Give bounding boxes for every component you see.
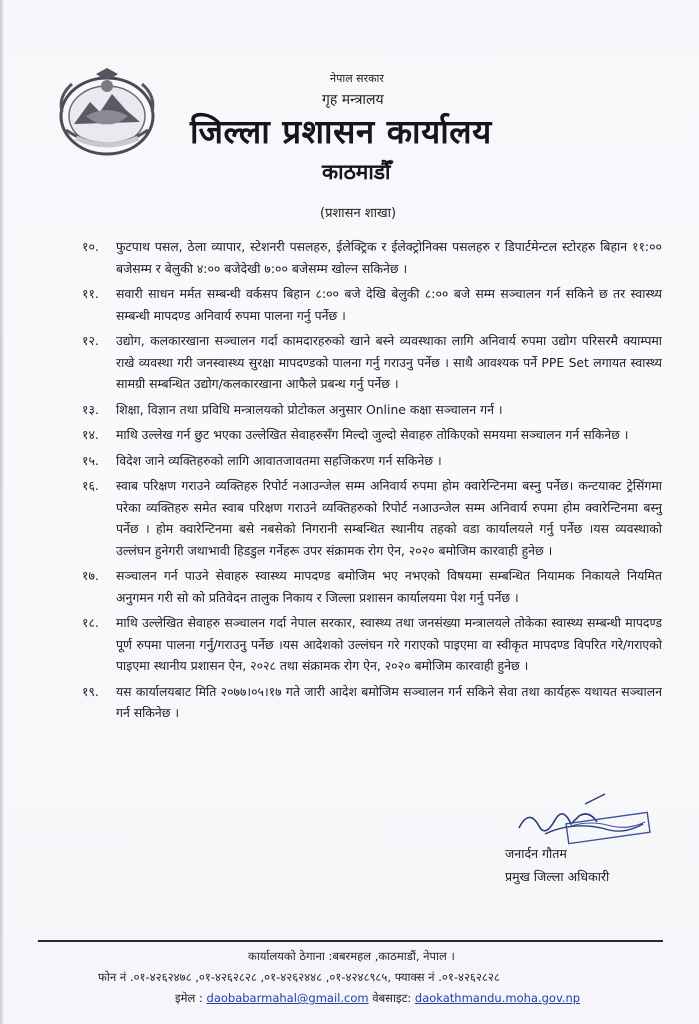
item-text: सञ्चालन गर्न पाउने सेवाहरु स्वास्थ्य मापदण्ड बमोजिम भए नभएको विषयमा सम्बन्धित नियामक निकायले नियमित अनुगमन गरी सो को प्रतिवेदन तालुक निकाय र जिल्ला प्रशासन कार्यालयमा पेश गर्नु पर्नेछ । [116,568,662,605]
directive-item [82,399,662,421]
item-number: १२. [82,333,99,348]
directive-item [82,330,662,395]
directive-item [82,612,662,677]
item-number: १९. [82,683,99,699]
item-text: विदेश जाने व्यक्तिहरुको लागि आवातजावतमा सहजिकरण गर्न सकिनेछ । [116,452,442,468]
item-text: फुटपाथ पसल, ठेला व्यापार, स्टेशनरी पसलहरु, ईलेक्ट्रिक र ईलेक्ट्रोनिक्स पसलहरु र डिपार्टमेन्टल स्टोरहरु बिहान ११:०० बजेसम्म र बेलुकी ४:०० बजेदेखी ७:०० बजेसम्म खोल्न सकिनेछ । [116,239,662,276]
item-number: ११. [82,286,99,301]
item-text: यस कार्यालयबाट मिति २०७७।०५।१७ गते जारी आदेश बमोजिम सञ्चालन गर्न सकिने सेवा तथा कार्यहरू यथायत सञ्चालन गर्न सकिनेछ । [116,683,662,720]
signatory-title: प्रमुख जिल्ला अधिकारी [505,869,610,884]
website-link[interactable]: daokathmandu.moha.gov.np [414,991,581,1005]
item-number: १७. [82,568,99,583]
directive-item [82,283,662,326]
footer-address: कार्यालयको ठेगाना :बबरमहल ,काठमाडौं, नेपाल । [248,949,455,963]
government-label: नेपाल सरकार [330,72,384,85]
directive-item [82,565,662,608]
item-text: सवारी साधन मर्मत सम्बन्धी वर्कसप बिहान ८:०० बजे देखि बेलुकी ८:०० बजे सम्म सञ्चालन गर्न सकिने छ तर स्वास्थ्य सम्बन्धी मापदण्ड अनिवार्य रुपमा पालना गर्नु पर्नेछ । [116,286,662,323]
footer-divider [38,940,663,942]
item-number: १६. [82,478,99,493]
item-number: १३. [82,401,99,417]
item-text: उद्योग, कलकारखाना सञ्चालन गर्दा कामदारहरुको खाने बस्ने व्यवस्थाका लागि अनिवार्य रुपमा उद्योग परिसरमै क्याम्पमा राखे व्यवस्था गरी जनस्वास्थ्य सुरक्षा मापदण्डको पालना गर्नु गराउनु पर्नेछ । साथै आवश्यक पर्ने PPE Set लगायत स्वास्थ्य सामग्री सम्बन्धित उद्योग/कलकारखाना आफैले प्रबन्ध गर्नु पर्नेछ । [116,333,662,391]
directive-item [82,681,662,724]
directive-item [82,475,662,561]
ministry-label: गृह मन्त्रालय [322,92,384,108]
item-text: माथि उल्लेख गर्न छुट भएका उल्लेखित सेवाहरुसँग मिल्दो जुल्दो सेवाहरु तोकिएको समयमा सञ्चालन गर्न सकिनेछ । [116,427,629,442]
office-title: जिल्ला प्रशासन कार्यालय [190,112,492,151]
signatory-name: जनार्दन गौतम [505,846,567,861]
page-edge-shadow [0,0,4,1024]
email-label: इमेल : [175,991,203,1005]
item-number: १८. [82,615,99,630]
item-number: १०. [82,239,99,254]
directive-item [82,424,662,446]
footer-contact-row [175,991,580,1006]
item-text: स्वाब परिक्षण गराउने व्यक्तिहरु रिपोर्ट नआउन्जेल सम्म अनिवार्य रुपमा होम क्वारेन्टिनमा बस्नु पर्नेछ। कन्टयाक्ट ट्रेसिंगमा परेका व्यक्तिहरु समेत स्वाब परिक्षण गराउने व्यक्तिहरुको रिपोर्ट नआउन्जेल सम्म अनिवार्य रुपमा होम क्वारेन्टिनमा बस्नु पर्नेछ । होम क्वारेन्टिनमा बसे नबसेको निगरानी सम्बन्धित स्थानीय तहको वडा कार्यालयले गर्नु पर्नेछ ।यस व्यवस्थाको उल्लंघन हुनेगरी जथाभावी हिडडुल गर्नेहरू उपर संक्रामक रोग ऐन, २०२० बमोजिम कारवाही हुनेछ । [116,478,662,558]
item-number: १५. [82,452,99,468]
city-title: काठमाडौँ [322,160,391,184]
item-text: माथि उल्लेखित सेवाहरु सञ्चालन गर्दा नेपाल सरकार, स्वास्थ्य तथा जनसंख्या मन्त्रालयले तोकेका स्वास्थ्य सम्बन्धी मापदण्ड पूर्ण रुपमा पालना गर्नु/गराउनु पर्नेछ ।यस आदेशको उल्लंघन गरे गराएको पाइएमा वा स्वीकृत मापदण्ड विपरित गरे/गराएको पाइएमा स्थानीय प्रशासन ऐन, २०२८ तथा संक्रामक रोग ऐन, २०२० बमोजिम कारवाही हुनेछ । [116,615,662,673]
directive-item [82,236,662,279]
directive-item [82,450,662,472]
item-number: १४. [82,427,99,442]
footer-phone: फोन नं .०१-४२६२४७८ ,०१-४२६२८२८ ,०१-४२६२४४८ ,०१-४२४८९८५, फ्याक्स नं .०१-४२६२८२८ [98,970,500,984]
directive-list [82,236,662,728]
branch-label: (प्रशासन शाखा) [320,206,397,221]
nepal-emblem-icon [56,66,158,158]
website-label: वेबसाइट: [372,991,412,1005]
email-link[interactable]: daobabarmahal@gmail.com [206,991,369,1005]
item-text: शिक्षा, विज्ञान तथा प्रविधि मन्त्रालयको प्रोटोकल अनुसार Online कक्षा सञ्चालन गर्न । [116,401,503,417]
